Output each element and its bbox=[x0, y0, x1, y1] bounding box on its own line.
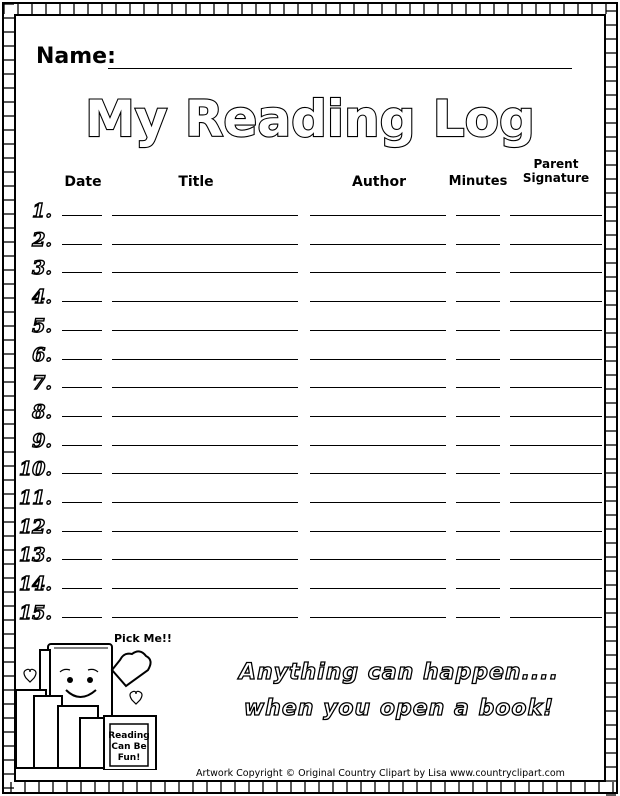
parent-signature-entry-line[interactable] bbox=[510, 244, 602, 245]
parent-signature-entry-line[interactable] bbox=[510, 502, 602, 503]
book-text-line2: Can Be bbox=[111, 742, 147, 752]
author-entry-line[interactable] bbox=[310, 473, 446, 474]
author-entry-line[interactable] bbox=[310, 617, 446, 618]
title-entry-line[interactable] bbox=[112, 473, 298, 474]
parent-signature-entry-line[interactable] bbox=[510, 359, 602, 360]
author-entry-line[interactable] bbox=[310, 301, 446, 302]
row-number: 1. bbox=[32, 200, 52, 222]
title-entry-line[interactable] bbox=[112, 330, 298, 331]
row-number: 10. bbox=[18, 458, 52, 481]
minutes-entry-line[interactable] bbox=[456, 272, 500, 273]
row-number: 15. bbox=[18, 601, 52, 624]
parent-header-line2: Signature bbox=[522, 171, 590, 185]
pick-me-speech: Pick Me!! bbox=[114, 632, 172, 645]
page-title bbox=[80, 84, 540, 150]
title-entry-line[interactable] bbox=[112, 387, 298, 388]
minutes-entry-line[interactable] bbox=[456, 215, 500, 216]
parent-signature-entry-line[interactable] bbox=[510, 416, 602, 417]
book-stack-illustration bbox=[14, 630, 194, 770]
date-entry-line[interactable] bbox=[62, 473, 102, 474]
author-entry-line[interactable] bbox=[310, 272, 446, 273]
row-number: 12. bbox=[18, 515, 52, 538]
name-label: Name: bbox=[36, 44, 116, 69]
parent-signature-entry-line[interactable] bbox=[510, 531, 602, 532]
date-entry-line[interactable] bbox=[62, 617, 102, 618]
row-number: 5. bbox=[32, 314, 52, 337]
author-entry-line[interactable] bbox=[310, 445, 446, 446]
date-entry-line[interactable] bbox=[62, 416, 102, 417]
date-entry-line[interactable] bbox=[62, 244, 102, 245]
title-entry-line[interactable] bbox=[112, 617, 298, 618]
waving-hand-icon bbox=[112, 651, 151, 686]
minutes-entry-line[interactable] bbox=[456, 416, 500, 417]
date-entry-line[interactable] bbox=[62, 215, 102, 216]
parent-signature-entry-line[interactable] bbox=[510, 330, 602, 331]
row-number: 14. bbox=[18, 573, 52, 596]
date-entry-line[interactable] bbox=[62, 531, 102, 532]
parent-signature-entry-line[interactable] bbox=[510, 445, 602, 446]
minutes-entry-line[interactable] bbox=[456, 301, 500, 302]
parent-signature-entry-line[interactable] bbox=[510, 272, 602, 273]
author-entry-line[interactable] bbox=[310, 215, 446, 216]
title-entry-line[interactable] bbox=[112, 531, 298, 532]
row-number: 11. bbox=[18, 487, 52, 509]
author-entry-line[interactable] bbox=[310, 588, 446, 589]
minutes-entry-line[interactable] bbox=[456, 359, 500, 360]
row-number: 13. bbox=[18, 544, 52, 567]
title-entry-line[interactable] bbox=[112, 559, 298, 560]
author-entry-line[interactable] bbox=[310, 387, 446, 388]
date-entry-line[interactable] bbox=[62, 330, 102, 331]
name-field-line[interactable] bbox=[108, 68, 572, 69]
page-title-text: My Reading Log bbox=[85, 90, 535, 148]
minutes-entry-line[interactable] bbox=[456, 445, 500, 446]
date-entry-line[interactable] bbox=[62, 359, 102, 360]
author-entry-line[interactable] bbox=[310, 502, 446, 503]
parent-signature-entry-line[interactable] bbox=[510, 559, 602, 560]
parent-signature-entry-line[interactable] bbox=[510, 473, 602, 474]
title-entry-line[interactable] bbox=[112, 359, 298, 360]
date-entry-line[interactable] bbox=[62, 272, 102, 273]
author-header: Author bbox=[352, 174, 406, 190]
title-entry-line[interactable] bbox=[112, 272, 298, 273]
minutes-header: Minutes bbox=[448, 174, 508, 189]
date-entry-line[interactable] bbox=[62, 502, 102, 503]
slogan-line1: Anything can happen.... bbox=[238, 660, 560, 685]
author-entry-line[interactable] bbox=[310, 531, 446, 532]
parent-signature-entry-line[interactable] bbox=[510, 215, 602, 216]
copyright-credit: Artwork Copyright © Original Country Clipart by Lisa www.countryclipart.com bbox=[196, 768, 565, 779]
parent-header-line1: Parent bbox=[533, 157, 579, 171]
date-entry-line[interactable] bbox=[62, 445, 102, 446]
title-entry-line[interactable] bbox=[112, 445, 298, 446]
author-entry-line[interactable] bbox=[310, 416, 446, 417]
minutes-entry-line[interactable] bbox=[456, 473, 500, 474]
row-number: 6. bbox=[32, 343, 52, 366]
row-number: 9. bbox=[32, 429, 52, 452]
author-entry-line[interactable] bbox=[310, 359, 446, 360]
minutes-entry-line[interactable] bbox=[456, 330, 500, 331]
date-entry-line[interactable] bbox=[62, 559, 102, 560]
minutes-entry-line[interactable] bbox=[456, 559, 500, 560]
date-entry-line[interactable] bbox=[62, 301, 102, 302]
slogan-line2: when you open a book! bbox=[243, 696, 555, 721]
title-entry-line[interactable] bbox=[112, 502, 298, 503]
row-number: 2. bbox=[32, 228, 52, 251]
book-text-line1: Reading bbox=[108, 731, 150, 741]
row-number: 3. bbox=[32, 257, 52, 280]
minutes-entry-line[interactable] bbox=[456, 531, 500, 532]
parent-signature-entry-line[interactable] bbox=[510, 301, 602, 302]
title-entry-line[interactable] bbox=[112, 301, 298, 302]
date-entry-line[interactable] bbox=[62, 387, 102, 388]
minutes-entry-line[interactable] bbox=[456, 244, 500, 245]
date-header: Date bbox=[64, 174, 102, 190]
author-entry-line[interactable] bbox=[310, 244, 446, 245]
date-entry-line[interactable] bbox=[62, 588, 102, 589]
row-number: 7. bbox=[32, 372, 52, 395]
parent-signature-entry-line[interactable] bbox=[510, 617, 602, 618]
title-entry-line[interactable] bbox=[112, 588, 298, 589]
book-text-line3: Fun! bbox=[117, 753, 141, 763]
author-entry-line[interactable] bbox=[310, 330, 446, 331]
minutes-entry-line[interactable] bbox=[456, 617, 500, 618]
parent-signature-entry-line[interactable] bbox=[510, 387, 602, 388]
title-entry-line[interactable] bbox=[112, 215, 298, 216]
row-number: 4. bbox=[32, 286, 52, 309]
minutes-entry-line[interactable] bbox=[456, 588, 500, 589]
row-number: 8. bbox=[32, 400, 52, 423]
author-entry-line[interactable] bbox=[310, 559, 446, 560]
title-header: Title bbox=[178, 174, 214, 190]
minutes-entry-line[interactable] bbox=[456, 502, 500, 503]
title-entry-line[interactable] bbox=[112, 244, 298, 245]
parent-signature-entry-line[interactable] bbox=[510, 588, 602, 589]
minutes-entry-line[interactable] bbox=[456, 387, 500, 388]
parent-signature-header bbox=[516, 157, 596, 185]
title-entry-line[interactable] bbox=[112, 416, 298, 417]
